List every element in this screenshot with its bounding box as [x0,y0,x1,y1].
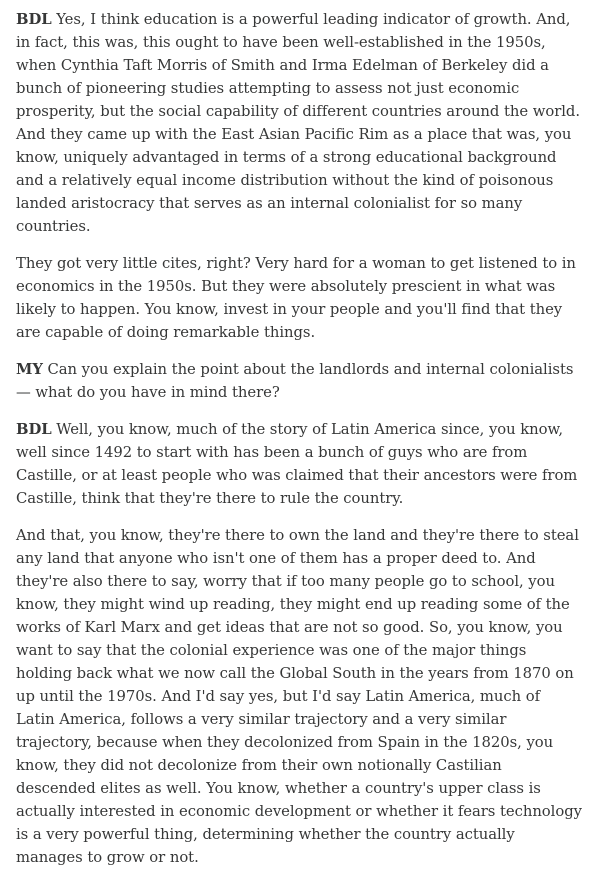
paragraph-text: Well, you know, much of the story of Latin America since, you know, well since 1492 to start with has been a bunch of guys who are from Castille, or at least people who was claimed that their ancestors were from Castille, think that they're there to rule the country. [16,421,578,507]
speaker-label: BDL [16,421,52,438]
transcript-paragraph-2 [16,252,582,344]
paragraph-text: They got very little cites, right? Very hard for a woman to get listened to in economics in the 1950s. But they were absolutely prescient in what was likely to happen. You know, invest in your people and you'll find that they are capable of doing remarkable things. [16,255,576,341]
transcript-paragraph-5 [16,524,582,869]
speaker-label: BDL [16,11,52,28]
transcript-paragraph-4 [16,418,582,510]
speaker-label: MY [16,361,43,378]
transcript-paragraph-1 [16,8,582,238]
transcript-paragraph-3 [16,358,582,404]
paragraph-text: Yes, I think education is a powerful leading indicator of growth. And, in fact, this was, this ought to have been well-established in the 1950s, when Cynthia Taft Morris of Smith and Irma Edelman of Berkeley did a bunch of pioneering studies attempting to assess not just economic prosperity, but the social capability of different countries around the world. And they came up with the East Asian Pacific Rim as a place that was, you know, uniquely advantaged in terms of a strong educational background and a relatively equal income distribution without the kind of poisonous landed aristocracy that serves as an internal colonialist for so many countries. [16,11,580,235]
paragraph-text: Can you explain the point about the landlords and internal colonialists — what do you have in mind there? [16,361,574,401]
paragraph-text: And that, you know, they're there to own the land and they're there to steal any land that anyone who isn't one of them has a proper deed to. And they're also there to say, worry that if too many people go to school, you know, they might wind up reading, they might end up reading some of the works of Karl Marx and get ideas that are not so good. So, you know, you want to say that the colonial experience was one of the major things holding back what we now call the Global South in the years from 1870 on up until the 1970s. And I'd say yes, but I'd say Latin America, much of Latin America, follows a very similar trajectory and a very similar trajectory, because when they decolonized from Spain in the 1820s, you know, they did not decolonize from their own notionally Castilian descended elites as well. You know, whether a country's upper class is actually interested in economic development or whether it fears technology is a very powerful thing, determining whether the country actually manages to grow or not. [16,527,582,866]
